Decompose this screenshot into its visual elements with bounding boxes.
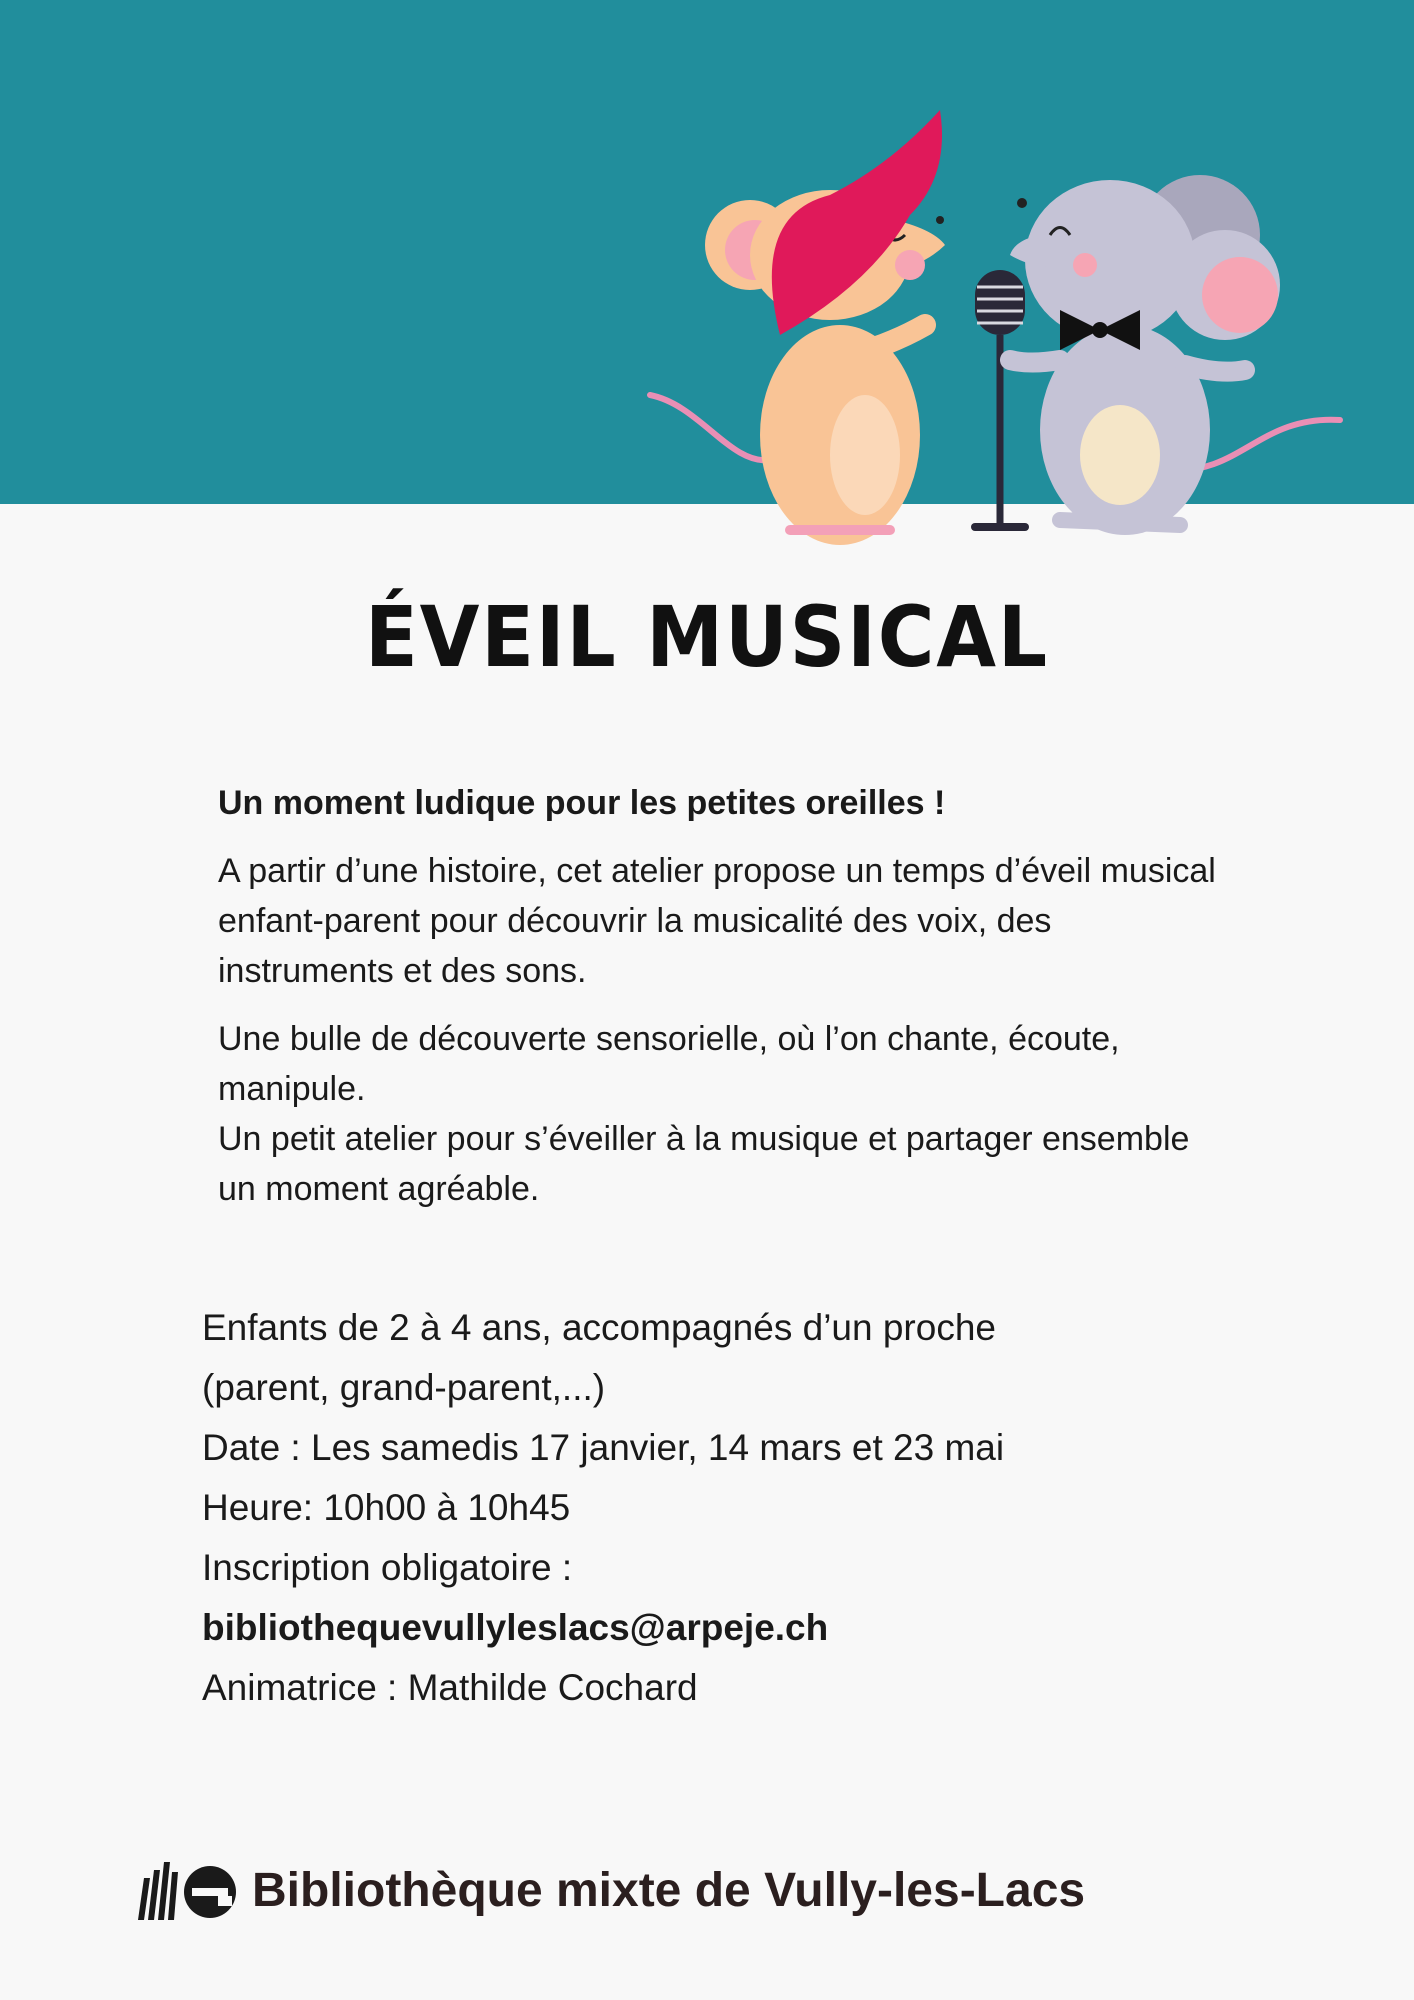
event-date: Date : Les samedis 17 janvier, 14 mars et 23 mai xyxy=(202,1427,1005,1468)
registration-label: Inscription obligatoire : xyxy=(202,1547,573,1588)
library-logo-icon xyxy=(138,1858,238,1922)
event-time: Heure: 10h00 à 10h45 xyxy=(202,1487,571,1528)
registration-email-link[interactable]: bibliothequevullyleslacs@arpeje.ch xyxy=(202,1607,829,1648)
intro-lead: Un moment ludique pour les petites oreilles ! xyxy=(218,784,946,822)
facilitator-text: Animatrice : Mathilde Cochard xyxy=(202,1667,698,1708)
event-info xyxy=(202,1298,1252,1718)
intro-paragraph: A partir d’une histoire, cet atelier propose un temps d’éveil musical enfant-parent pour découvrir la musicalité des voix, des instruments et des sons. xyxy=(218,852,1216,990)
intro-paragraph: Un petit atelier pour s’éveiller à la musique et partager ensemble un moment agréable. xyxy=(218,1120,1190,1208)
footer xyxy=(138,1850,1085,1930)
intro-section xyxy=(218,778,1228,1232)
singing-mice-illustration xyxy=(640,95,1360,555)
page-title: ÉVEIL MUSICAL xyxy=(364,588,1050,686)
library-name: Bibliothèque mixte de Vully-les-Lacs xyxy=(252,1863,1086,1917)
audience-note: (parent, grand-parent,...) xyxy=(202,1367,606,1408)
audience-text: Enfants de 2 à 4 ans, accompagnés d’un proche xyxy=(202,1307,996,1348)
intro-paragraph: Une bulle de découverte sensorielle, où l’on chante, écoute, manipule. xyxy=(218,1020,1120,1108)
